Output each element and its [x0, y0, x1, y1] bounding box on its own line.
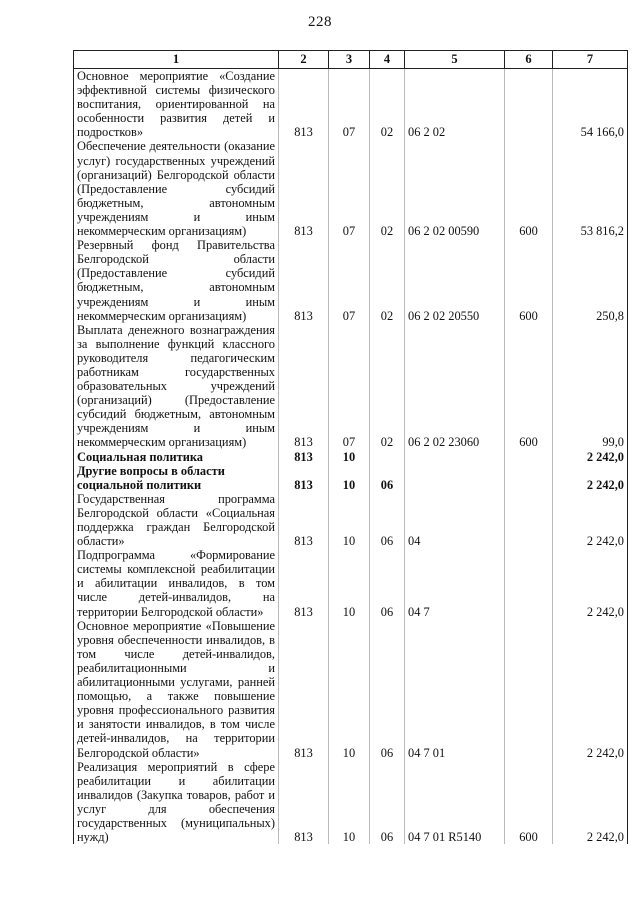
cell-gr: 813	[279, 238, 329, 323]
cell-rz: 07	[329, 323, 370, 450]
cell-name: Социальная политика	[74, 450, 279, 464]
cell-sum: 2 242,0	[553, 464, 628, 492]
page-number: 228	[308, 14, 332, 30]
table-row	[74, 323, 628, 450]
cell-vr	[505, 548, 553, 618]
cell-rz: 10	[329, 619, 370, 760]
cell-gr: 813	[279, 323, 329, 450]
cell-gr: 813	[279, 450, 329, 464]
cell-name: Подпрограмма «Формирование системы комплексной реабилитации и абилитации инвалидов, в том числе детей-инвалидов, на территории Белгородской области»	[74, 548, 279, 618]
cell-name: Обеспечение деятельности (оказание услуг) государственных учреждений (организаций) Белгородской области (Предоставление субсидий бюджетным, автономным учреждениям и иным некоммерческим организациям)	[74, 139, 279, 238]
cell-gr: 813	[279, 492, 329, 548]
cell-pr: 02	[370, 139, 405, 238]
cell-name: Выплата денежного вознаграждения за выполнение функций классного руководителя педагогическим работникам государственных образовательных учреждений (организаций) (Предоставление субсидий бюджетным, автономным учреждениям и иным некоммерческим организациям)	[74, 323, 279, 450]
column-header-gr: 2	[279, 51, 329, 69]
table-row	[74, 139, 628, 238]
cell-rz: 07	[329, 238, 370, 323]
table-row	[74, 450, 628, 464]
cell-gr: 813	[279, 464, 329, 492]
cell-gr: 813	[279, 69, 329, 140]
cell-sum: 99,0	[553, 323, 628, 450]
cell-vr: 600	[505, 238, 553, 323]
cell-cs	[405, 464, 505, 492]
cell-rz: 10	[329, 760, 370, 845]
cell-sum: 2 242,0	[553, 548, 628, 618]
cell-pr: 06	[370, 464, 405, 492]
cell-cs: 04 7 01	[405, 619, 505, 760]
cell-cs: 04	[405, 492, 505, 548]
cell-rz: 07	[329, 139, 370, 238]
cell-name: Основное мероприятие «Создание эффективной системы физического воспитания, ориентированной на особенности развития детей и подростков»	[74, 69, 279, 140]
cell-pr: 06	[370, 619, 405, 760]
cell-vr: 600	[505, 139, 553, 238]
cell-sum: 2 242,0	[553, 450, 628, 464]
table-row	[74, 69, 628, 140]
cell-name: Государственная программа Белгородской области «Социальная поддержка граждан Белгородской области»	[74, 492, 279, 548]
table-row	[74, 464, 628, 492]
table-row	[74, 492, 628, 548]
cell-vr	[505, 464, 553, 492]
cell-pr: 02	[370, 323, 405, 450]
cell-vr	[505, 492, 553, 548]
cell-cs: 06 2 02 00590	[405, 139, 505, 238]
cell-cs: 06 2 02	[405, 69, 505, 140]
cell-sum: 2 242,0	[553, 619, 628, 760]
cell-cs: 04 7	[405, 548, 505, 618]
cell-name: Основное мероприятие «Повышение уровня обеспеченности инвалидов, в том числе детей-инвалидов, реабилитационными и абилитационными услугами, ранней помощью, а также повышение уровня профессионального развития и занятости инвалидов, в том числе детей-инвалидов, на территории Белгородской области»	[74, 619, 279, 760]
cell-rz: 10	[329, 492, 370, 548]
cell-rz: 10	[329, 548, 370, 618]
column-header-name: 1	[74, 51, 279, 69]
cell-name: Другие вопросы в области социальной политики	[74, 464, 279, 492]
table-row	[74, 548, 628, 618]
table-row	[74, 760, 628, 845]
cell-sum: 54 166,0	[553, 69, 628, 140]
cell-rz: 07	[329, 69, 370, 140]
cell-rz: 10	[329, 450, 370, 464]
table-row	[74, 619, 628, 760]
cell-sum: 250,8	[553, 238, 628, 323]
column-header-cs: 5	[405, 51, 505, 69]
cell-cs	[405, 450, 505, 464]
cell-rz: 10	[329, 464, 370, 492]
column-header-vr: 6	[505, 51, 553, 69]
cell-pr: 06	[370, 548, 405, 618]
cell-cs: 06 2 02 20550	[405, 238, 505, 323]
table-header-row	[74, 51, 628, 69]
cell-pr: 02	[370, 238, 405, 323]
table-body	[74, 69, 628, 845]
cell-vr	[505, 69, 553, 140]
cell-vr: 600	[505, 760, 553, 845]
cell-gr: 813	[279, 619, 329, 760]
cell-name: Резервный фонд Правительства Белгородской области (Предоставление субсидий бюджетным, автономным учреждениям и иным некоммерческим организациям)	[74, 238, 279, 323]
cell-vr	[505, 450, 553, 464]
table-row	[74, 238, 628, 323]
column-header-pr: 4	[370, 51, 405, 69]
cell-sum: 53 816,2	[553, 139, 628, 238]
cell-gr: 813	[279, 760, 329, 845]
cell-vr	[505, 619, 553, 760]
cell-sum: 2 242,0	[553, 492, 628, 548]
cell-vr: 600	[505, 323, 553, 450]
cell-pr	[370, 450, 405, 464]
cell-sum: 2 242,0	[553, 760, 628, 845]
column-header-sum: 7	[553, 51, 628, 69]
cell-pr: 02	[370, 69, 405, 140]
cell-cs: 04 7 01 R5140	[405, 760, 505, 845]
column-header-rz: 3	[329, 51, 370, 69]
budget-table	[73, 50, 628, 844]
cell-name: Реализация мероприятий в сфере реабилитации и абилитации инвалидов (Закупка товаров, работ и услуг для обеспечения государственных (муниципальных) нужд)	[74, 760, 279, 845]
cell-gr: 813	[279, 548, 329, 618]
cell-gr: 813	[279, 139, 329, 238]
cell-cs: 06 2 02 23060	[405, 323, 505, 450]
cell-pr: 06	[370, 492, 405, 548]
cell-pr: 06	[370, 760, 405, 845]
